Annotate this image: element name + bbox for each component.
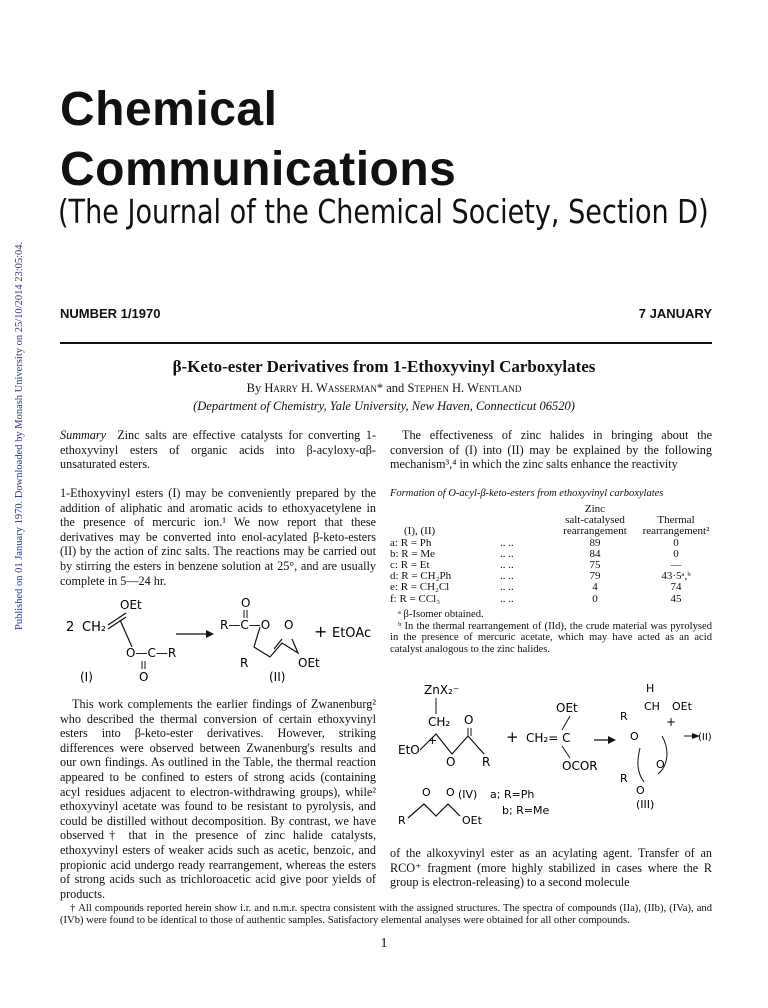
table-row: c: R = Et .. .. 75 — [390,559,682,572]
s2-o2: O [446,755,456,769]
left-para-2 [60,697,376,901]
s1-oet: OEt [120,598,142,612]
s2-iii: (III) [636,798,655,811]
right-para-2-text: of the alkoxyvinyl ester as an acylating agent. Transfer of an RCO⁺ fragment (more highly stabilized in cases where the R group is electron-releasing) to a second molecule [390,846,712,890]
s1-etoac: EtOAc [332,626,372,641]
s2-ch2c: CH₂= C [526,731,571,745]
scheme-2 [390,678,712,828]
journal-name-line1: Chemical [60,83,278,136]
header-thermal [640,504,712,538]
table-footnotes [390,609,712,655]
s2-eto: EtO [398,743,420,757]
s2-znx2: ZnX₂⁻ [424,683,460,697]
s1-plus: + [314,622,328,641]
table-row: f: R = CCl₃ .. .. 0 45 [390,592,682,605]
s1-r: R [240,656,249,670]
s2-r3: R [620,710,628,723]
footnote [60,903,712,927]
header-zinc-1: Zinc [584,503,606,515]
s2-oet3: OEt [462,814,482,827]
s1-label-i: (I) [80,670,93,684]
s2-o7: O [636,784,645,797]
page-number: 1 [380,936,388,951]
summary-text: Zinc salts are effective catalysts for converting 1-ethoxyvinyl esters of organic acids into β-acyloxy-αβ-unsaturated esters. [60,428,377,472]
s1-ch2: CH₂ [82,620,107,635]
right-para-1 [390,428,712,472]
s1-o-c-r: O—C—R [126,646,177,660]
s1-label-ii: (II) [269,670,286,684]
issue-date: 7 JANUARY [638,306,712,321]
s1-r-c-o: R—C—O [220,618,271,632]
left-para-1 [60,486,376,588]
s2-h: H [646,682,655,695]
right-para-2 [390,846,712,890]
s2-ch2: CH₂ [428,715,451,729]
svg-text:+: + [428,734,438,747]
left-para-1-text: 1-Ethoxyvinyl esters (I) may be conveniently prepared by the addition of aliphatic and aromatic acids to ethoxyacetylene in the presence of mercuric ion.¹ We now report that these derivatives may be converted into enol-acylated β-keto-esters (II) by the action of zinc salts. The reactions may be carried out by stirring the esters in benzene solution at 25°, and are usually complete in 5—24 hr. [60,486,376,588]
svg-text:+: + [666,715,677,729]
header-zinc-2: salt-catalysed [565,514,625,527]
table-row: e: R = CH₂Cl .. .. 4 74 [390,581,682,594]
table-row: a: R = Ph .. .. 89 0 [390,536,679,549]
results-table [390,504,712,605]
left-para-2-text: This work complements the earlier findings of Zwanenburg² who described the thermal conversion of certain ethoxyvinyl esters into β-keto-ester derivatives. However, striking differences were observed between Zwanenburg's results and our own findings. As outlined in the Table, the thermal reaction appeared to be confined to esters of strong acids (containing acyl residues adjacent to electron-withdrawing groups), while² ethoxyvinyl acetate was found to be resistant to pyrolysis, and could be distilled without decomposition. By contrast, we have observed† that in the presence of zinc halide catalysts, ethoxyvinyl esters of weaker acids such as acetic, benzoic, and propionic acid undergo ready rearrangement, whereas the esters of strong acids such as trichloroacetic acid give poor yields of products. [60,697,376,901]
author-2: Stephen H. Wentland [407,381,522,395]
author-1: Harry H. Wasserman* [264,381,384,395]
table-footnote-b: ᵇ In the thermal rearrangement of (IId), the crude material was pyrolysed in the presence of mercuric acetate, which may have acted as an acid catalyst analogous to the zinc halides. [390,620,712,655]
s1-o-bottom: O [139,670,149,684]
s2-o3: O [422,786,431,799]
header-zinc [550,504,640,538]
byline [0,381,768,396]
scheme-1 [60,595,380,687]
table-footnote-a: ᵃ β-Isomer obtained. [398,609,484,620]
journal-name-line2: Communications [60,143,457,196]
header-rule [60,342,712,344]
header-thermal-2: rearrangement² [642,525,710,538]
download-watermark-text: Published on 01 January 1970. Downloaded by Monash University on 25/10/2014 23:05:04. [14,241,25,630]
byline-and: and [386,381,405,395]
s2-r2: R [398,814,406,827]
journal-name [60,80,456,200]
s2-o6: O [656,758,665,771]
s2-iv: (IV) [458,788,478,801]
summary [60,428,376,472]
s2-plus: + [506,728,519,746]
s2-oet: OEt [556,701,578,715]
s1-oet2: OEt [298,656,320,670]
s2-ocor: OCOR [562,759,598,773]
table-caption: Formation of O-acyl-β-keto-esters from ethoxyvinyl carboxylates [390,488,664,499]
summary-label: Summary [60,428,107,442]
table-header [390,504,712,538]
byline-by: By [246,381,262,395]
s2-ivb: b; R=Me [502,804,550,817]
s2-ii: (II) [698,732,712,743]
s2-o: O [464,713,474,727]
right-para-1-text: The effectiveness of zinc halides in bringing about the conversion of (I) into (II) may be explained by the following mechanism³,⁴ in which the zinc salts enhance the reactivity [390,428,712,472]
table-row: b: R = Me .. .. 84 0 [390,547,679,560]
table-row: d: R = CH₂Ph .. .. 79 43·5ᵃ,ᵇ [390,570,691,583]
s2-r4: R [620,772,628,785]
s1-o-top: O [241,596,251,610]
s2-oet4: OEt [672,700,692,713]
header-zinc-3: rearrangement [563,525,627,538]
journal-subtitle: (The Journal of the Chemical Society, Section D) [58,192,709,231]
s2-ch: CH [644,700,660,713]
s1-coef: 2 [66,620,75,635]
s2-iva: a; R=Ph [490,788,535,801]
s2-r: R [482,755,491,769]
header-thermal-1: Thermal [657,514,695,527]
article-title: β-Keto-ester Derivatives from 1-Ethoxyvinyl Carboxylates [172,357,596,376]
issue-number: NUMBER 1/1970 [60,306,161,321]
affiliation: (Department of Chemistry, Yale University, New Haven, Connecticut 06520) [193,399,575,413]
s2-o4: O [446,786,455,799]
footnote-text: † All compounds reported herein show i.r. and n.m.r. spectra consistent with the assigned structures. The spectra of compounds (IIa), (IIb), (IVa), and (IVb) were found to be identical to those of authentic samples. Satisfactory elemental analyses were obtained for all other compounds. [60,903,712,926]
header-compound: (I), (II) [404,525,436,538]
s1-o-right: O [284,618,294,632]
s2-o5: O [630,730,639,743]
